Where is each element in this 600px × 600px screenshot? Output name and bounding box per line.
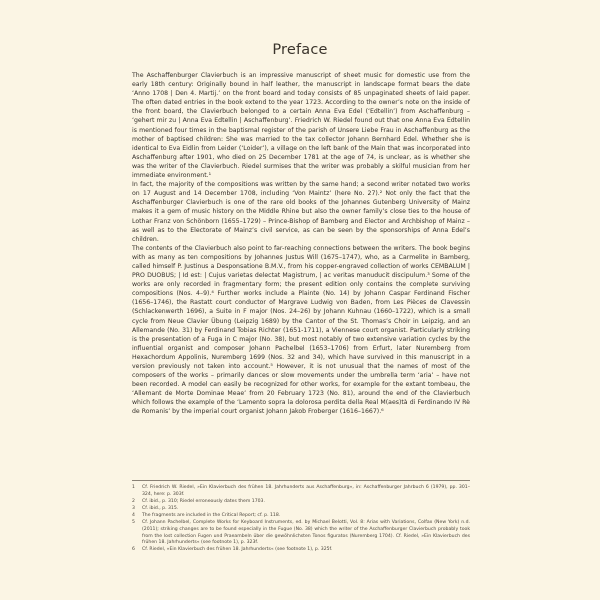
footnote-number: 2 (132, 498, 135, 504)
footnote-text: Cf. ibid., p. 315. (142, 505, 179, 511)
footnote-text: Cf. Friedrich W. Riedel, »Ein Klavierbuch des frühen 18. Jahrhunderts aus Aschaffenburg«, in: Aschaffenburger Jahrbuch 6 (1979), pp. 301–324, here: p. 303f. (142, 485, 470, 497)
footnote-text: Cf. Riedel, »Ein Klavierbuch des frühen 18. Jahrhunderts« (see footnote 1), p. 325f. (142, 547, 333, 553)
footnote-divider (132, 480, 470, 481)
footnote-text: The fragments are included in the Critical Report; cf. p. 118. (142, 513, 281, 519)
footnote (132, 547, 470, 554)
preface-body (132, 71, 470, 417)
footnote (132, 513, 470, 520)
footnote (132, 506, 470, 513)
footnote (132, 520, 470, 546)
footnote-number: 4 (132, 513, 135, 519)
paragraph-3: The contents of the Clavierbuch also point to far-reaching connections between the writers. The book begins with as many as ten compositions by Johannes Justus Will (1675–1747), who, as a Carmelite in Bamberg, called himself P. Justinus a Desponsatione B.M.V., from his copper-engraved collection of works CEMBALUM | PRO DUOBUS; | Id est: | Cujus varietas delectat Magistrum, | ac veritas manuducit discipulum.³ Some of the works are only recorded in fragmentary form; the present edition only contains the complete surviving compositions (Nos. 4–9).⁴ Further works include a Plainte (No. 14) by Johann Caspar Ferdinand Fischer (1656–1746), the Rastatt court conductor of Margrave Ludwig von Baden, from Les Pièces de Clavessin (Schlackenwerth 1696), a Suite in F major (Nos. 24–26) by Johann Kuhnau (1660–1722), which is a small cycle from Neue Clavier Übung (Leipzig 1689) by the Cantor of the St. Thomas’s Choir in Leipzig, and an Allemande (No. 31) by Ferdinand Tobias Richter (1651-1711), a Viennese court organist. Particularly striking is the presentation of a Fuga in C major (No. 38), but most notably of two extensive variation cycles by the influential organist and composer Johann Pachelbel (1653–1706) from Erfurt, later Nuremberg from Hexachordum Appolinis, Nuremberg 1699 (Nos. 32 and 34), which have survived in this manuscript in a version previously not taken into account.⁵ However, it is not unusual that the names of most of the composers of the works – primarily dances or slow movements under the umbrella term ‘aria’ – have not been recorded. A model can easily be recognized for other works, for example for the extant tombeau, the ‘Allemant de Morte Dominae Meae’ from 20 February 1723 (No. 81), around the end of the Clavierbuch which follows the example of the ‘Lamento sopra la dolorosa perdita della Real M(aes)tà di Ferdinando IV Rè de Romanis’ by the imperial court organist Johann Jakob Froberger (1616–1667).⁶ (132, 244, 470, 416)
footnote-number: 3 (132, 505, 135, 511)
footnote-text: Cf. Johann Pachelbel, Complete Works for Keyboard Instruments, ed. by Michael Belotti, Vol. 8: Arias with Variations, Colfax (New York) n.d. (2011); striking changes are to be found especially in the Fugue (No. 38) which the writer of the Aschaffenburger Clavierbuch probably took from the lost collection Fugen und Praeambeln über die gewöhnlichsten Tonos figuratos (Nuremberg 1704). Cf. Riedel, »Ein Klavierbuch des frühen 18. Jahrhunderts« (see footnote 1), p. 323f. (142, 520, 470, 546)
footnote (132, 499, 470, 506)
paragraph-1: The Aschaffenburger Clavierbuch is an impressive manuscript of sheet music for domestic use from the early 18th century: Originally bound in half leather, the manuscript in landscape format bears the date ‘Anno 1708 | Den 4. Martij.’ on the front board and today consists of 85 unpaginated sheets of laid paper. The often dated entries in the book extend to the year 1723. According to the owner’s note on the inside of the front board, the Clavierbuch belonged to a certain Anna Eva Edel (‘Edtellin’) from Aschaffenburg – ‘gehert mir zu | Anna Eva Edtellin | Aschaffenburg’. Friedrich W. Riedel found out that one Anna Eva Edtellin is mentioned four times in the baptismal register of the parish of Unsere Liebe Frau in Aschaffenburg as the mother of baptised children: She was married to the tax collector Johann Bernhard Edel. Whether she is identical to Eva Eidlin from Leider (‘Loider’), a village on the left bank of the Main that was incorporated into Aschaffenburg after 1901, who died on 25 December 1781 at the age of 74, is unclear, as is whether she was the writer of the Clavierbuch. Riedel surmises that the writer was probably a skilful musician from her immediate environment.¹ (132, 72, 470, 180)
footnote (132, 485, 470, 498)
footnote-number: 5 (132, 520, 135, 526)
footnotes (132, 485, 470, 555)
page-title: Preface (272, 42, 328, 58)
paragraph-2: In fact, the majority of the compositions was written by the same hand; a second writer notated two works on 17 August and 14 December 1708, including ‘Von Maintz’ (here No. 27).² Not only the fact that the Aschaffenburger Clavierbuch is one of the rare old books of the Johannes Gutenberg University of Mainz makes it a gem of music history on the Middle Rhine but also the owner family’s close ties to the house of Lothar Franz von Schönborn (1655–1729) – Prince-Bishop of Bamberg and Elector and Archbishop of Mainz – as well as to the Electorate of Mainz’s civil service, as can be seen by the sponsorships of Anna Edel’s children. (132, 181, 470, 243)
footnote-number: 1 (132, 485, 135, 490)
footnote-number: 6 (132, 547, 135, 553)
footnote-text: Cf. ibid., p. 310; Riedel erroneously dates them 1703. (142, 498, 265, 504)
